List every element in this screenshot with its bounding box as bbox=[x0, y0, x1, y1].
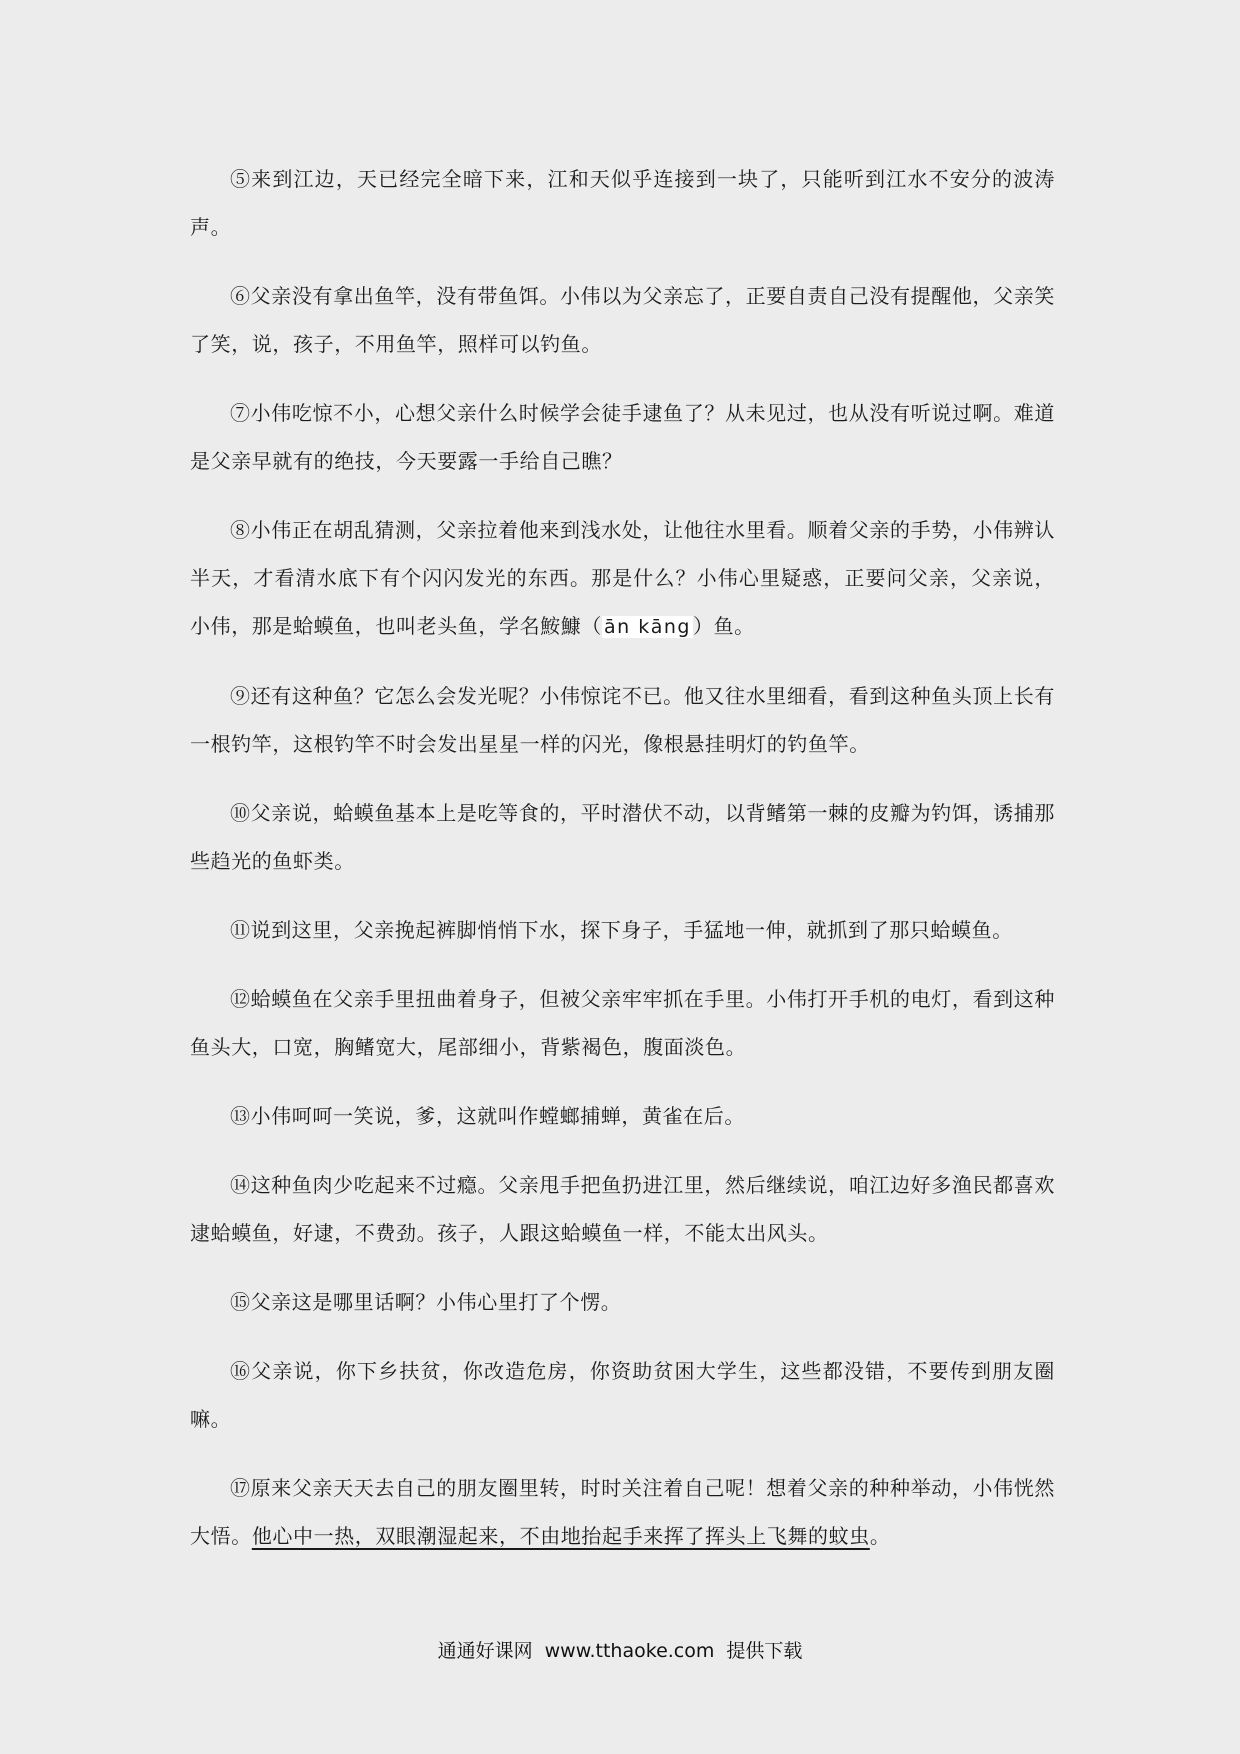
footer-watermark: 通通好课网 www.tthaoke.com 提供下载 bbox=[437, 1640, 803, 1662]
paragraph-10: ⑩父亲说，蛤蟆鱼基本上是吃等食的，平时潜伏不动，以背鳍第一棘的皮瓣为钓饵，诱捕那些趋光的鱼虾类。 bbox=[190, 801, 1055, 873]
paragraph-17-tail: 。 bbox=[869, 1524, 891, 1548]
pinyin-annotation: ān kāng bbox=[604, 616, 691, 638]
paragraph-17 bbox=[190, 1464, 1055, 1560]
paragraph-11: ⑪说到这里，父亲挽起裤脚悄悄下水，探下身子，手猛地一伸，就抓到了那只蛤蟆鱼。 bbox=[230, 918, 1013, 942]
paragraph-13: ⑬小伟呵呵一笑说，爹，这就叫作螳螂捕蝉，黄雀在后。 bbox=[230, 1104, 745, 1128]
paragraph-6: ⑥父亲没有拿出鱼竿，没有带鱼饵。小伟以为父亲忘了，正要自责自己没有提醒他，父亲笑了笑，说，孩子，不用鱼竿，照样可以钓鱼。 bbox=[190, 284, 1055, 356]
paragraph-16: ⑯父亲说，你下乡扶贫，你改造危房，你资助贫困大学生，这些都没错，不要传到朋友圈嘛。 bbox=[190, 1359, 1055, 1431]
paragraph-15: ⑮父亲这是哪里话啊？小伟心里打了个愣。 bbox=[230, 1290, 622, 1314]
story-body bbox=[190, 155, 1055, 1581]
paragraph-7: ⑦小伟吃惊不小，心想父亲什么时候学会徒手逮鱼了？从未见过，也从没有听说过啊。难道是父亲早就有的绝技，今天要露一手给自己瞧？ bbox=[190, 401, 1055, 473]
paragraph-14: ⑭这种鱼肉少吃起来不过瘾。父亲甩手把鱼扔进江里，然后继续说，咱江边好多渔民都喜欢逮蛤蟆鱼，好逮，不费劲。孩子，人跟这蛤蟆鱼一样，不能太出风头。 bbox=[190, 1173, 1055, 1245]
paragraph-12: ⑫蛤蟆鱼在父亲手里扭曲着身子，但被父亲牢牢抓在手里。小伟打开手机的电灯，看到这种鱼头大，口宽，胸鳍宽大，尾部细小，背紫褐色，腹面淡色。 bbox=[190, 987, 1055, 1059]
underlined-sentence: 他心中一热，双眼潮湿起来，不由地抬起手来挥了挥头上飞舞的蚊虫 bbox=[251, 1524, 870, 1548]
paragraph-17-text: ⑰原来父亲天天去自己的朋友圈里转，时时关注着自己呢！想着父亲的种种举动，小伟恍然大悟。 bbox=[190, 1476, 1055, 1548]
paragraph-8-text: ⑧小伟正在胡乱猜测，父亲拉着他来到浅水处，让他往水里看。顺着父亲的手势，小伟辨认半天，才看清水底下有个闪闪发光的东西。那是什么？小伟心里疑惑，正要问父亲，父亲说，小伟，那是蛤蟆鱼，也叫老头鱼，学名鮟鱇（ bbox=[190, 518, 1055, 638]
paragraph-8-tail: ）鱼。 bbox=[692, 614, 755, 638]
paragraph-5: ⑤来到江边，天已经完全暗下来，江和天似乎连接到一块了，只能听到江水不安分的波涛声。 bbox=[190, 167, 1055, 239]
paragraph-9: ⑨还有这种鱼？它怎么会发光呢？小伟惊诧不已。他又往水里细看，看到这种鱼头顶上长有一根钓竿，这根钓竿不时会发出星星一样的闪光，像根悬挂明灯的钓鱼竿。 bbox=[190, 684, 1055, 756]
paragraph-8 bbox=[190, 506, 1055, 651]
